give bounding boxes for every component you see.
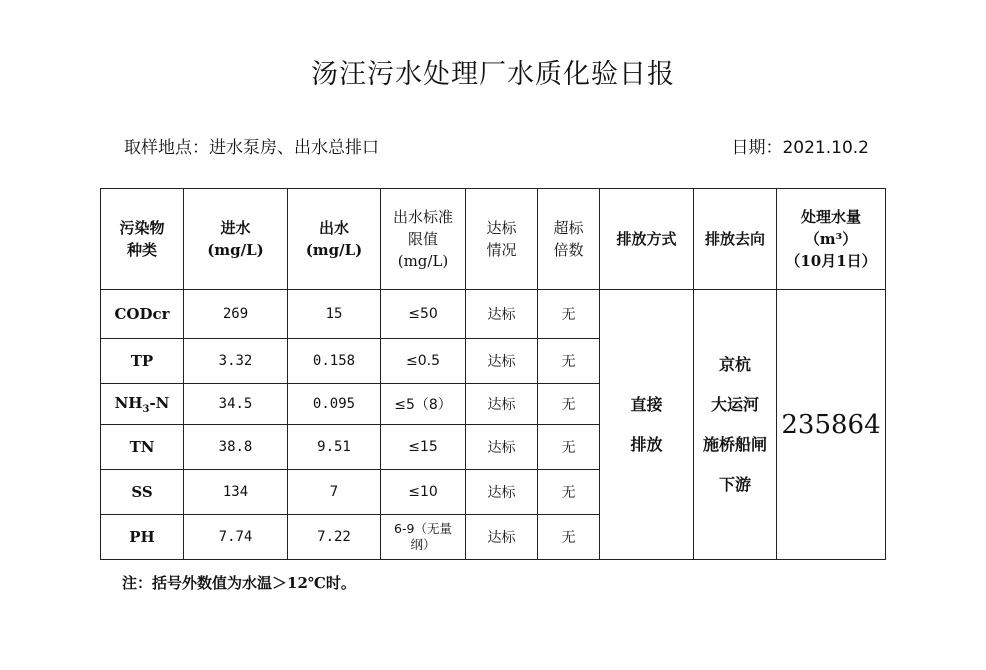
inflow-cell: 34.5	[184, 384, 288, 425]
pollutant-cell: SS	[101, 470, 184, 515]
inflow-cell: 134	[184, 470, 288, 515]
pollutant-cell: CODcr	[101, 290, 184, 339]
inflow-cell: 269	[184, 290, 288, 339]
sampling-location: 取样地点：进水泵房、出水总排口	[124, 138, 379, 158]
compliance-cell: 达标	[466, 425, 538, 470]
compliance-cell: 达标	[466, 339, 538, 384]
discharge-dest-cell: 京杭 大运河 施桥船闸 下游	[694, 290, 777, 560]
header-volume: 处理水量 （m³） （10月1日）	[777, 189, 886, 290]
compliance-cell: 达标	[466, 470, 538, 515]
outflow-cell: 0.158	[288, 339, 381, 384]
table-row	[101, 290, 886, 339]
header-compliance: 达标 情况	[466, 189, 538, 290]
outflow-cell: 7.22	[288, 515, 381, 560]
discharge-method-cell: 直接 排放	[600, 290, 694, 560]
header-exceed: 超标 倍数	[538, 189, 600, 290]
limit-cell: ≤0.5	[381, 339, 466, 384]
header-outflow: 出水 (mg/L)	[288, 189, 381, 290]
header-pollutant: 污染物 种类	[101, 189, 184, 290]
header-inflow: 进水 (mg/L)	[184, 189, 288, 290]
limit-cell: ≤50	[381, 290, 466, 339]
exceed-cell: 无	[538, 290, 600, 339]
pollutant-cell: TP	[101, 339, 184, 384]
exceed-cell: 无	[538, 425, 600, 470]
inflow-cell: 38.8	[184, 425, 288, 470]
exceed-cell: 无	[538, 384, 600, 425]
inflow-cell: 7.74	[184, 515, 288, 560]
limit-cell: ≤10	[381, 470, 466, 515]
header-limit: 出水标准 限值 (mg/L)	[381, 189, 466, 290]
outflow-cell: 7	[288, 470, 381, 515]
pollutant-cell: PH	[101, 515, 184, 560]
pollutant-cell: $NH_3-N$	[101, 384, 184, 425]
pollutant-cell: TN	[101, 425, 184, 470]
outflow-cell: 15	[288, 290, 381, 339]
header-discharge-method: 排放方式	[600, 189, 694, 290]
exceed-cell: 无	[538, 470, 600, 515]
report-title: 汤汪污水处理厂水质化验日报	[311, 59, 675, 90]
limit-cell: 6-9（无量 纲）	[381, 515, 466, 560]
header-row	[101, 189, 886, 290]
limit-cell: ≤5（8）	[381, 384, 466, 425]
treated-volume-cell: 235864	[777, 290, 886, 560]
compliance-cell: 达标	[466, 290, 538, 339]
water-quality-table	[100, 188, 886, 560]
limit-cell: ≤15	[381, 425, 466, 470]
compliance-cell: 达标	[466, 515, 538, 560]
report-date: 日期：2021.10.2	[731, 138, 869, 158]
footnote: 注：括号外数值为水温＞12℃时。	[122, 574, 356, 592]
exceed-cell: 无	[538, 339, 600, 384]
inflow-cell: 3.32	[184, 339, 288, 384]
outflow-cell: 9.51	[288, 425, 381, 470]
header-discharge-dest: 排放去向	[694, 189, 777, 290]
outflow-cell: 0.095	[288, 384, 381, 425]
exceed-cell: 无	[538, 515, 600, 560]
compliance-cell: 达标	[466, 384, 538, 425]
